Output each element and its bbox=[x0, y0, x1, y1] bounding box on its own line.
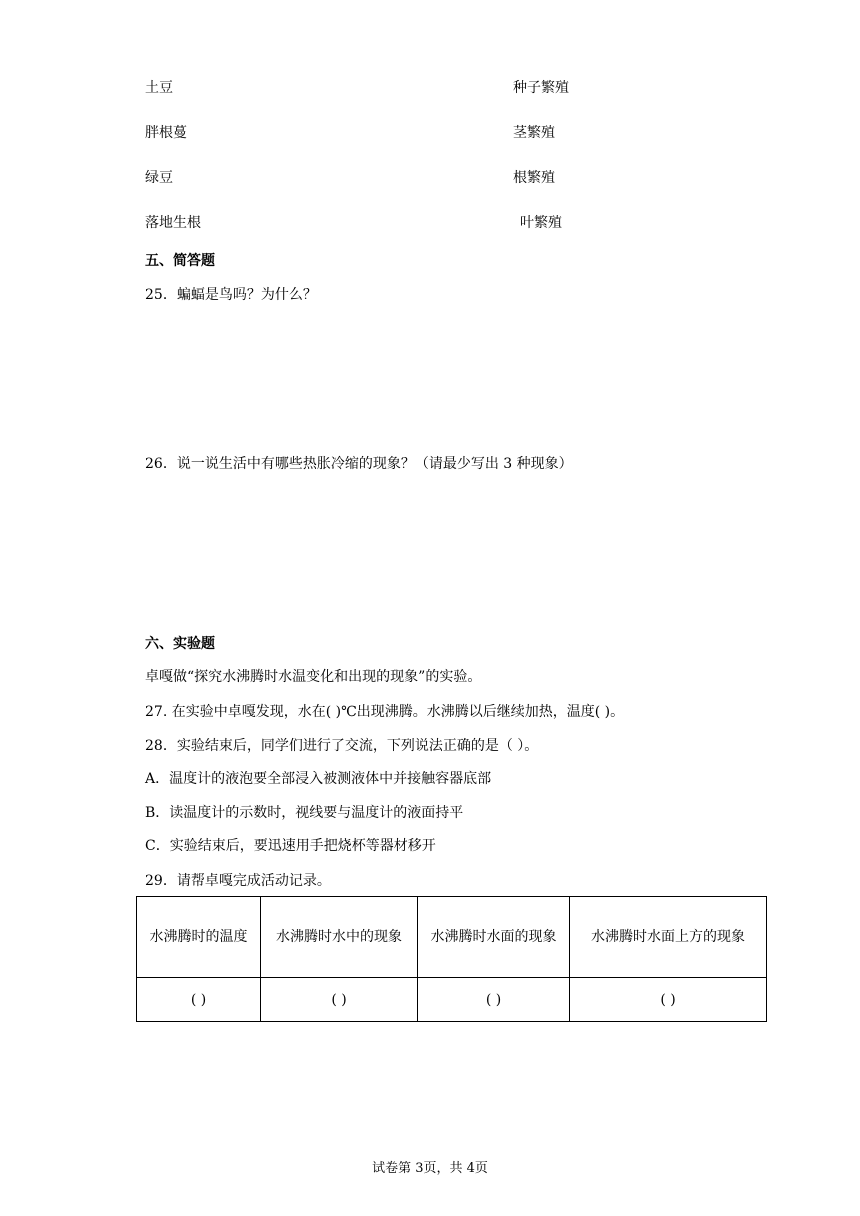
match-right-item: 叶繁殖 bbox=[520, 215, 562, 231]
question-27: 27. 在实验中卓嘎发现，水在( )℃出现沸腾。水沸腾以后继续加热，温度( )。 bbox=[145, 704, 625, 720]
option-a: A．温度计的液泡要全部浸入被测液体中并接触容器底部 bbox=[145, 771, 492, 787]
question-29: 29．请帮卓嘎完成活动记录。 bbox=[145, 873, 331, 889]
match-left-item: 落地生根 bbox=[145, 215, 201, 231]
table-header-cell: 水沸腾时水面上方的现象 bbox=[570, 897, 767, 978]
answer-blank: ( ) bbox=[570, 978, 767, 1022]
section-heading: 六、实验题 bbox=[145, 636, 215, 652]
answer-blank: ( ) bbox=[261, 978, 418, 1022]
match-right-item: 种子繁殖 bbox=[513, 80, 569, 96]
table-header-cell: 水沸腾时的温度 bbox=[137, 897, 261, 978]
option-b: B．读温度计的示数时，视线要与温度计的液面持平 bbox=[145, 805, 464, 821]
table-header-cell: 水沸腾时水中的现象 bbox=[261, 897, 418, 978]
activity-record-table bbox=[136, 896, 767, 1022]
question-26: 26．说一说生活中有哪些热胀冷缩的现象？（请最少写出 3 种现象） bbox=[145, 456, 573, 472]
match-left-item: 绿豆 bbox=[145, 170, 173, 186]
option-c: C．实验结束后，要迅速用手把烧杯等器材移开 bbox=[145, 838, 436, 854]
match-right-item: 根繁殖 bbox=[513, 170, 555, 186]
match-left-item: 土豆 bbox=[145, 80, 173, 96]
table-row bbox=[137, 978, 767, 1022]
answer-blank: ( ) bbox=[137, 978, 261, 1022]
table-header-cell: 水沸腾时水面的现象 bbox=[418, 897, 570, 978]
experiment-intro: 卓嘎做“探究水沸腾时水温变化和出现的现象”的实验。 bbox=[145, 669, 482, 685]
answer-blank: ( ) bbox=[418, 978, 570, 1022]
question-25: 25．蝙蝠是鸟吗？为什么？ bbox=[145, 287, 317, 303]
page-footer: 试卷第 3页，共 4页 bbox=[372, 1161, 488, 1176]
question-28: 28．实验结束后，同学们进行了交流，下列说法正确的是（ ）。 bbox=[145, 738, 539, 754]
section-heading: 五、简答题 bbox=[145, 253, 215, 269]
match-right-item: 茎繁殖 bbox=[513, 125, 555, 141]
match-left-item: 胖根蔓 bbox=[145, 125, 187, 141]
table-header-row bbox=[137, 897, 767, 978]
